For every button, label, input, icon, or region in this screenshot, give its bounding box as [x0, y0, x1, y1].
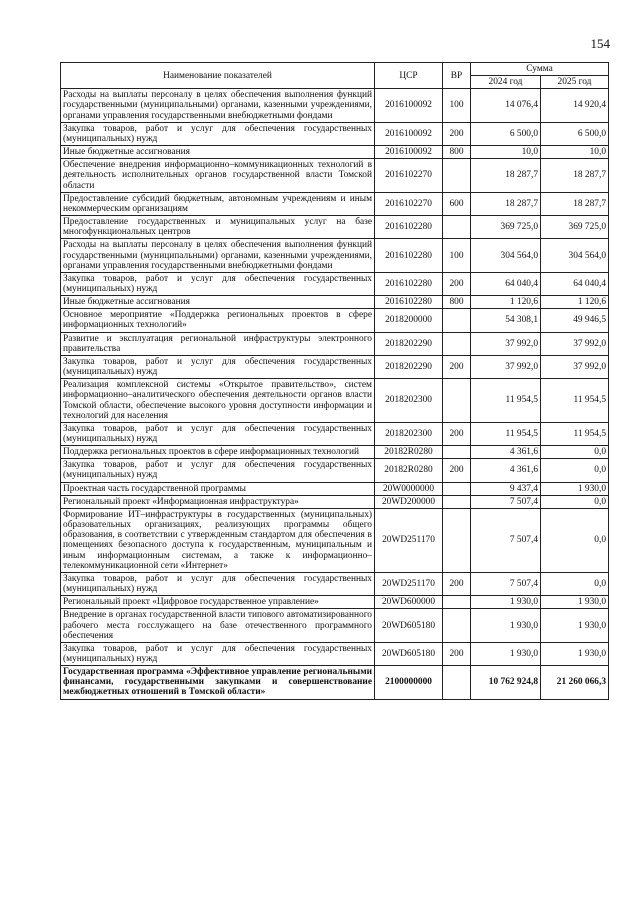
row-sum-2025-cell: 14 920,4 — [541, 89, 609, 122]
row-sum-2025-cell: 64 040,4 — [541, 272, 609, 295]
row-name-cell: Иные бюджетные ассигнования — [61, 146, 375, 159]
header-year-2025: 2025 год — [541, 76, 609, 89]
table-row — [61, 596, 609, 609]
row-name-cell: Закупка товаров, работ и услуг для обеспечения государственных (муниципальных) нужд — [61, 272, 375, 295]
table-row — [61, 572, 609, 595]
row-code-cell: 2016102280 — [375, 216, 443, 239]
row-code-cell: 2100000000 — [375, 666, 443, 699]
row-vr-cell — [443, 159, 471, 192]
row-sum-2025-cell: 18 287,7 — [541, 159, 609, 192]
row-vr-cell: 200 — [443, 355, 471, 378]
row-sum-2024-cell: 6 500,0 — [471, 122, 541, 145]
row-code-cell: 2018202300 — [375, 422, 443, 445]
row-sum-2024-cell: 369 725,0 — [471, 216, 541, 239]
row-name-cell: Закупка товаров, работ и услуг для обеспечения государственных (муниципальных) нужд — [61, 422, 375, 445]
row-name-cell: Предоставление государственных и муниципальных услуг на базе многофункциональных центров — [61, 216, 375, 239]
row-sum-2025-cell: 11 954,5 — [541, 379, 609, 423]
row-code-cell: 2016100092 — [375, 89, 443, 122]
budget-table — [60, 62, 609, 700]
table-row — [61, 192, 609, 215]
row-sum-2024-cell: 9 437,4 — [471, 482, 541, 495]
table-body — [61, 89, 609, 699]
row-sum-2024-cell: 7 507,4 — [471, 508, 541, 572]
row-name-cell: Региональный проект «Цифровое государственное управление» — [61, 596, 375, 609]
page-number: 154 — [590, 36, 610, 51]
row-vr-cell — [443, 609, 471, 642]
header-sum: Сумма — [471, 63, 609, 76]
row-name-cell: Закупка товаров, работ и услуг для обеспечения государственных (муниципальных) нужд — [61, 122, 375, 145]
table-row — [61, 666, 609, 699]
table-row — [61, 495, 609, 508]
row-sum-2024-cell: 18 287,7 — [471, 159, 541, 192]
row-sum-2025-cell: 1 930,0 — [541, 642, 609, 665]
row-sum-2024-cell: 4 361,6 — [471, 446, 541, 459]
row-sum-2024-cell: 37 992,0 — [471, 355, 541, 378]
row-vr-cell — [443, 508, 471, 572]
row-sum-2025-cell: 0,0 — [541, 446, 609, 459]
row-vr-cell — [443, 596, 471, 609]
row-sum-2025-cell: 0,0 — [541, 572, 609, 595]
table-row — [61, 146, 609, 159]
row-vr-cell — [443, 446, 471, 459]
row-code-cell: 20182R0280 — [375, 459, 443, 482]
row-name-cell: Проектная часть государственной программы — [61, 482, 375, 495]
row-sum-2025-cell: 6 500,0 — [541, 122, 609, 145]
row-sum-2025-cell: 21 260 066,3 — [541, 666, 609, 699]
row-sum-2025-cell: 10,0 — [541, 146, 609, 159]
row-sum-2024-cell: 54 308,1 — [471, 309, 541, 332]
row-sum-2025-cell: 1 120,6 — [541, 296, 609, 309]
table-row — [61, 216, 609, 239]
row-name-cell: Развитие и эксплуатация региональной инфраструктуры электронного правительства — [61, 332, 375, 355]
table-row — [61, 122, 609, 145]
row-sum-2024-cell: 14 076,4 — [471, 89, 541, 122]
table-row — [61, 422, 609, 445]
row-code-cell: 2016102280 — [375, 296, 443, 309]
table-row — [61, 309, 609, 332]
row-vr-cell: 200 — [443, 572, 471, 595]
row-code-cell: 20WD600000 — [375, 596, 443, 609]
table-row — [61, 459, 609, 482]
row-sum-2025-cell: 11 954,5 — [541, 422, 609, 445]
row-sum-2024-cell: 7 507,4 — [471, 495, 541, 508]
row-name-cell: Формирование ИТ–инфраструктуры в государственных (муниципальных) образовательных организациях, реализующих программы общего образования, в соответствии с утвержденным стандартом для обеспечения в помещениях безопасного доступа к государственным, муниципальным и иным информационным системам, а также к информационно–телекоммуникационной сети «Интернет» — [61, 508, 375, 572]
row-sum-2024-cell: 1 930,0 — [471, 642, 541, 665]
row-code-cell: 2016102280 — [375, 239, 443, 272]
row-sum-2025-cell: 18 287,7 — [541, 192, 609, 215]
row-vr-cell — [443, 379, 471, 423]
row-vr-cell — [443, 332, 471, 355]
row-code-cell: 2018200000 — [375, 309, 443, 332]
row-sum-2025-cell: 37 992,0 — [541, 355, 609, 378]
row-code-cell: 20WD251170 — [375, 508, 443, 572]
row-sum-2024-cell: 11 954,5 — [471, 422, 541, 445]
row-vr-cell — [443, 495, 471, 508]
row-name-cell: Государственная программа «Эффективное управление региональными финансами, государственными закупками и совершенствование межбюджетных отношений в Томской области» — [61, 666, 375, 699]
row-code-cell: 20WD200000 — [375, 495, 443, 508]
header-year-2024: 2024 год — [471, 76, 541, 89]
row-sum-2024-cell: 37 992,0 — [471, 332, 541, 355]
row-vr-cell — [443, 666, 471, 699]
row-name-cell: Иные бюджетные ассигнования — [61, 296, 375, 309]
row-code-cell: 2018202290 — [375, 355, 443, 378]
row-vr-cell: 200 — [443, 642, 471, 665]
row-vr-cell: 800 — [443, 146, 471, 159]
row-sum-2024-cell: 1 930,0 — [471, 609, 541, 642]
row-name-cell: Расходы на выплаты персоналу в целях обеспечения выполнения функций государственными (муниципальными) органами, казенными учреждениями, органами управления государственными внебюджетными фондами — [61, 239, 375, 272]
row-vr-cell: 200 — [443, 272, 471, 295]
header-vr: ВР — [443, 63, 471, 89]
row-name-cell: Региональный проект «Информационная инфраструктура» — [61, 495, 375, 508]
table-row — [61, 239, 609, 272]
row-code-cell: 20182R0280 — [375, 446, 443, 459]
table-row — [61, 446, 609, 459]
row-vr-cell: 600 — [443, 192, 471, 215]
row-code-cell: 2016100092 — [375, 146, 443, 159]
row-name-cell: Предоставление субсидий бюджетным, автономным учреждениям и иным некоммерческим организациям — [61, 192, 375, 215]
row-vr-cell: 800 — [443, 296, 471, 309]
row-sum-2024-cell: 10,0 — [471, 146, 541, 159]
row-name-cell: Внедрение в органах государственной власти типового автоматизированного рабочего места госслужащего на базе отечественного программного обеспечения — [61, 609, 375, 642]
row-code-cell: 2016100092 — [375, 122, 443, 145]
row-code-cell: 20W0000000 — [375, 482, 443, 495]
row-code-cell: 2016102270 — [375, 192, 443, 215]
row-name-cell: Поддержка региональных проектов в сфере информационных технологий — [61, 446, 375, 459]
row-name-cell: Основное мероприятие «Поддержка региональных проектов в сфере информационных технологий» — [61, 309, 375, 332]
header-name: Наименование показателей — [61, 63, 375, 89]
table-row — [61, 296, 609, 309]
row-vr-cell — [443, 309, 471, 332]
row-sum-2024-cell: 18 287,7 — [471, 192, 541, 215]
row-vr-cell: 100 — [443, 239, 471, 272]
table-row — [61, 609, 609, 642]
row-name-cell: Реализация комплексной системы «Открытое правительство», систем информационно–аналитического обеспечения деятельности органов власти Томской области, обеспечение высокого уровня доступности информации и технологий для населения — [61, 379, 375, 423]
row-sum-2025-cell: 369 725,0 — [541, 216, 609, 239]
row-sum-2025-cell: 37 992,0 — [541, 332, 609, 355]
table-header — [61, 63, 609, 89]
table-row — [61, 89, 609, 122]
row-sum-2025-cell: 0,0 — [541, 459, 609, 482]
table-row — [61, 332, 609, 355]
row-vr-cell: 200 — [443, 422, 471, 445]
row-sum-2024-cell: 4 361,6 — [471, 459, 541, 482]
row-sum-2025-cell: 1 930,0 — [541, 482, 609, 495]
row-sum-2024-cell: 10 762 924,8 — [471, 666, 541, 699]
table-row — [61, 482, 609, 495]
row-name-cell: Расходы на выплаты персоналу в целях обеспечения выполнения функций государственными (муниципальными) органами, казенными учреждениями, органами управления государственными внебюджетными фондами — [61, 89, 375, 122]
row-sum-2025-cell: 1 930,0 — [541, 609, 609, 642]
row-code-cell: 2018202290 — [375, 332, 443, 355]
row-name-cell: Обеспечение внедрения информационно–коммуникационных технологий в деятельность исполнительных органов государственной власти Томской области — [61, 159, 375, 192]
row-code-cell: 20WD251170 — [375, 572, 443, 595]
table-row — [61, 355, 609, 378]
row-vr-cell: 100 — [443, 89, 471, 122]
row-sum-2025-cell: 0,0 — [541, 495, 609, 508]
row-code-cell: 20WD605180 — [375, 642, 443, 665]
row-code-cell: 2016102270 — [375, 159, 443, 192]
row-code-cell: 2016102280 — [375, 272, 443, 295]
row-sum-2024-cell: 304 564,0 — [471, 239, 541, 272]
row-vr-cell: 200 — [443, 122, 471, 145]
table-row — [61, 508, 609, 572]
row-sum-2025-cell: 1 930,0 — [541, 596, 609, 609]
row-name-cell: Закупка товаров, работ и услуг для обеспечения государственных (муниципальных) нужд — [61, 642, 375, 665]
table-row — [61, 159, 609, 192]
row-sum-2024-cell: 7 507,4 — [471, 572, 541, 595]
header-code: ЦСР — [375, 63, 443, 89]
row-sum-2024-cell: 11 954,5 — [471, 379, 541, 423]
row-sum-2024-cell: 1 930,0 — [471, 596, 541, 609]
row-code-cell: 2018202300 — [375, 379, 443, 423]
table-row — [61, 642, 609, 665]
row-vr-cell — [443, 216, 471, 239]
row-vr-cell: 200 — [443, 459, 471, 482]
row-sum-2024-cell: 1 120,6 — [471, 296, 541, 309]
row-sum-2025-cell: 304 564,0 — [541, 239, 609, 272]
row-sum-2025-cell: 49 946,5 — [541, 309, 609, 332]
row-vr-cell — [443, 482, 471, 495]
row-name-cell: Закупка товаров, работ и услуг для обеспечения государственных (муниципальных) нужд — [61, 572, 375, 595]
table-row — [61, 379, 609, 423]
row-name-cell: Закупка товаров, работ и услуг для обеспечения государственных (муниципальных) нужд — [61, 459, 375, 482]
row-name-cell: Закупка товаров, работ и услуг для обеспечения государственных (муниципальных) нужд — [61, 355, 375, 378]
row-sum-2024-cell: 64 040,4 — [471, 272, 541, 295]
row-sum-2025-cell: 0,0 — [541, 508, 609, 572]
row-code-cell: 20WD605180 — [375, 609, 443, 642]
table-row — [61, 272, 609, 295]
